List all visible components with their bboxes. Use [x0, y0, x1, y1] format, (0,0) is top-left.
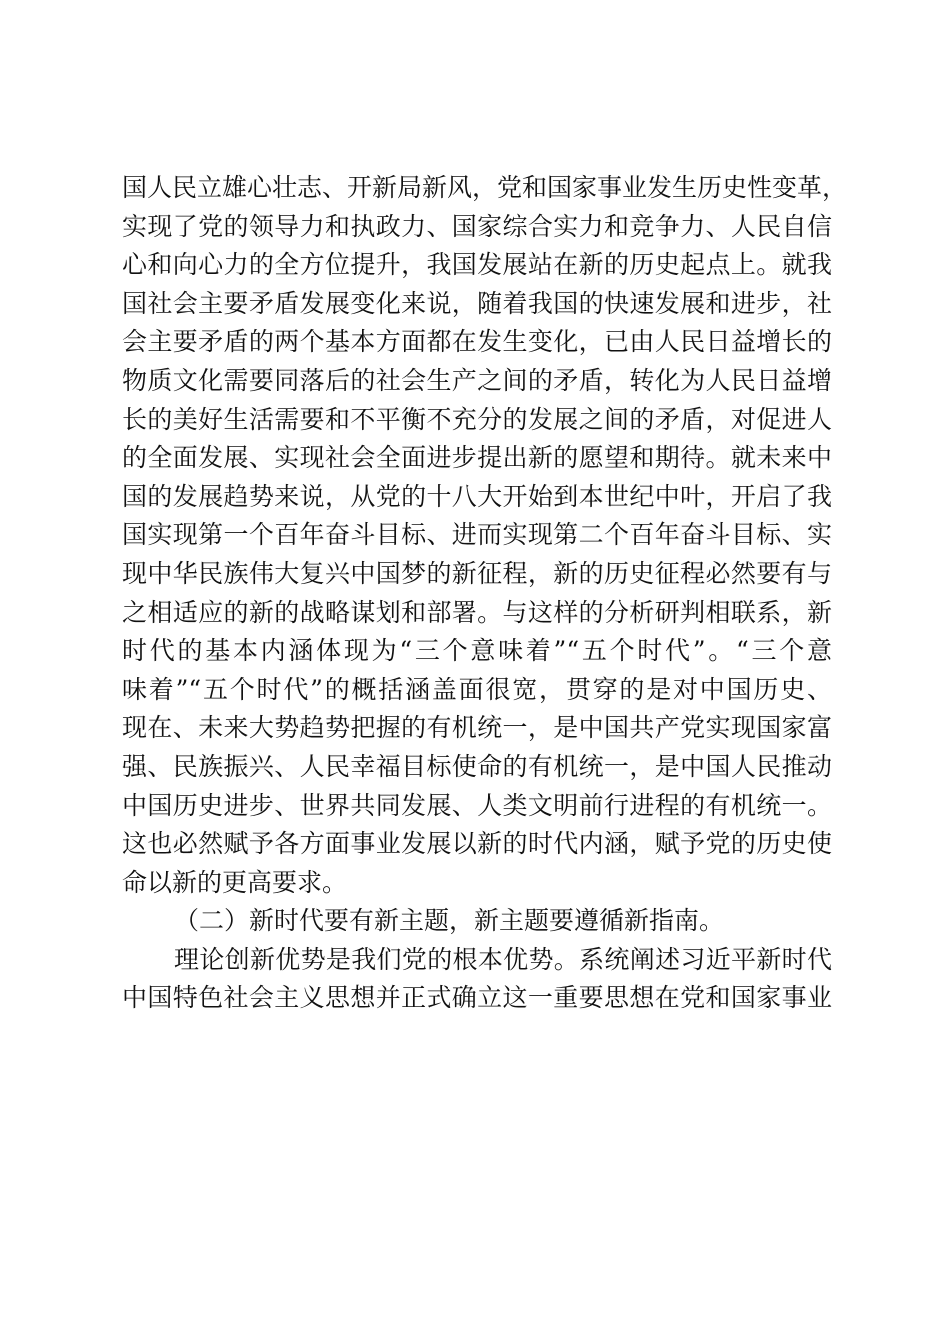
text-line: 理论创新优势是我们党的根本优势。系统阐述习近平新时代: [174, 944, 832, 974]
text-line: 现中华民族伟大复兴中国梦的新征程，新的历史征程必然要有与: [122, 558, 832, 588]
text-line: 物质文化需要同落后的社会生产之间的矛盾，转化为人民日益增: [122, 365, 832, 395]
text-line: 中国特色社会主义思想并正式确立这一重要思想在党和国家事业: [122, 983, 832, 1013]
text-line: 强、民族振兴、人民幸福目标使命的有机统一，是中国人民推动: [122, 751, 832, 781]
text-line: 现在、未来大势趋势把握的有机统一，是中国共产党实现国家富: [122, 713, 832, 743]
text-line: 国的发展趋势来说，从党的十八大开始到本世纪中叶，开启了我: [122, 481, 832, 511]
section-heading: （二）新时代要有新主题，新主题要遵循新指南。: [174, 906, 725, 936]
text-line: 中国历史进步、世界共同发展、人类文明前行进程的有机统一。: [122, 790, 832, 820]
text-line: 之相适应的新的战略谋划和部署。与这样的分析研判相联系，新: [122, 597, 832, 627]
text-line: 的全面发展、实现社会全面进步提出新的愿望和期待。就未来中: [122, 443, 832, 473]
text-line: 这也必然赋予各方面事业发展以新的时代内涵，赋予党的历史使: [122, 829, 832, 859]
text-line: 味着”“五个时代”的概括涵盖面很宽，贯穿的是对中国历史、: [122, 674, 832, 704]
text-line: 国实现第一个百年奋斗目标、进而实现第二个百年奋斗目标、实: [122, 520, 832, 550]
text-line: 长的美好生活需要和不平衡不充分的发展之间的矛盾，对促进人: [122, 404, 832, 434]
text-line: 命以新的更高要求。: [122, 867, 348, 897]
text-line: 实现了党的领导力和执政力、国家综合实力和竞争力、人民自信: [122, 211, 832, 241]
text-line: 国社会主要矛盾发展变化来说，随着我国的快速发展和进步，社: [122, 288, 832, 318]
text-line: 会主要矛盾的两个基本方面都在发生变化，已由人民日益增长的: [122, 327, 832, 357]
text-line: 心和向心力的全方位提升，我国发展站在新的历史起点上。就我: [122, 250, 832, 280]
text-line: 时代的基本内涵体现为“三个意味着”“五个时代”。“三个意: [122, 636, 832, 666]
text-line: 国人民立雄心壮志、开新局新风，党和国家事业发生历史性变革，: [122, 173, 848, 202]
body-text: [122, 169, 848, 1018]
